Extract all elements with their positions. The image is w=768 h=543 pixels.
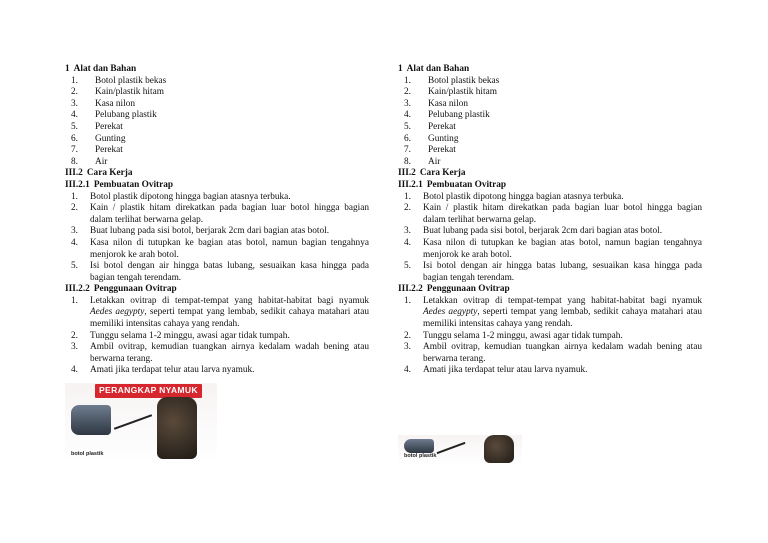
- section-heading-cara-kerja: III.2 Cara Kerja: [398, 168, 466, 179]
- list-item: 4. Pelubang plastik: [71, 110, 157, 121]
- section-heading-penggunaan: III.2.2 Penggunaan Ovitrap: [398, 284, 510, 295]
- list-item: 1. Botol plastik bekas: [404, 75, 500, 86]
- dark-bottle-illustration: [157, 397, 197, 459]
- section-heading-pembuatan: III.2.1 Pembuatan Ovitrap: [65, 179, 174, 190]
- list-item: 4. Kasa nilon di tutupkan ke bagian atas botol, namun bagian tengahnya menjorok ke arah botol.: [71, 237, 369, 260]
- list-item: 4. Pelubang plastik: [404, 110, 490, 121]
- list-item: 2. Kain/plastik hitam: [71, 87, 164, 98]
- section-heading-alat-bahan: [65, 64, 369, 76]
- section-heading-cara-kerja: III.2 Cara Kerja: [65, 168, 133, 179]
- ovitrap-image: [65, 383, 217, 463]
- section-title: Alat dan Bahan: [73, 64, 137, 74]
- penggunaan-list: [65, 296, 369, 377]
- list-item: 2. Kain / plastik hitam direkatkan pada bagian luar botol hingga bagian dalam terlihat berwarna gelap.: [71, 203, 369, 225]
- list-item: 2. Kain / plastik hitam direkatkan pada bagian luar botol hingga bagian dalam terlihat berwarna gelap.: [404, 203, 702, 225]
- image-caption: botol plastik: [71, 451, 104, 458]
- section-heading-alat-bahan: 1 Alat dan Bahan: [398, 64, 470, 74]
- list-item: 3. Ambil ovitrap, kemudian tuangkan airnya kedalam wadah bening atau berwarna terang.: [71, 342, 369, 364]
- list-item: 4. Kasa nilon di tutupkan ke bagian atas botol, namun bagian tengahnya menjorok ke arah botol.: [404, 237, 702, 260]
- ovitrap-image-cropped: [398, 435, 522, 465]
- alat-list: [65, 76, 369, 169]
- list-item: 3. Kasa nilon: [404, 98, 469, 109]
- image-caption: botol plastik: [404, 453, 437, 460]
- section-heading-pembuatan: III.2.1 Pembuatan Ovitrap: [398, 179, 507, 190]
- list-item: 5. Isi botol dengan air hingga batas lubang, sesuaikan kasa hingga pada bagian tengah terendam.: [71, 261, 369, 283]
- pembuatan-list: [398, 192, 702, 285]
- left-column: [65, 64, 369, 463]
- list-item: 6. Gunting: [404, 133, 459, 144]
- list-item: 4. Amati jika terdapat telur atau larva nyamuk.: [404, 365, 588, 376]
- list-item: 5. Isi botol dengan air hingga batas lubang, sesuaikan kasa hingga pada bagian tengah terendam.: [404, 261, 702, 283]
- list-item: 3. Ambil ovitrap, kemudian tuangkan airnya kedalam wadah bening atau berwarna terang.: [404, 342, 702, 364]
- list-item: 3. Buat lubang pada sisi botol, berjarak 2cm dari bagian atas botol.: [71, 226, 330, 237]
- list-item: 1. Botol plastik bekas: [71, 75, 167, 86]
- list-item: 6. Gunting: [71, 133, 126, 144]
- pembuatan-list: [65, 192, 369, 285]
- list-item: 8. Air: [404, 156, 441, 167]
- list-item: 1. Letakkan ovitrap di tempat-tempat yang habitat-habitat bagi nyamuk Aedes aegypty, seperti tempat yang lembab, sedikit cahaya matahari atau memiliki intensitas cahaya yang rendah.: [71, 295, 369, 330]
- image-banner: PERANGKAP NYAMUK: [95, 384, 202, 398]
- list-item: 2. Tunggu selama 1-2 minggu, awasi agar tidak tumpah.: [404, 330, 623, 341]
- list-item: 7. Perekat: [71, 145, 123, 156]
- bottle-illustration: [71, 405, 111, 435]
- list-item: 2. Kain/plastik hitam: [404, 87, 497, 98]
- list-item: 3. Buat lubang pada sisi botol, berjarak 2cm dari bagian atas botol.: [404, 226, 663, 237]
- list-item: 1. Botol plastik dipotong hingga bagian atasnya terbuka.: [71, 191, 291, 202]
- list-item: 4. Amati jika terdapat telur atau larva nyamuk.: [71, 365, 255, 376]
- section-number: 1: [65, 64, 70, 74]
- mosquito-illustration: [437, 442, 466, 454]
- alat-list: [398, 76, 702, 169]
- penggunaan-list: [398, 296, 702, 377]
- list-item: 8. Air: [71, 156, 108, 167]
- list-item: 2. Tunggu selama 1-2 minggu, awasi agar tidak tumpah.: [71, 330, 290, 341]
- mosquito-illustration: [114, 414, 152, 430]
- list-item: 1. Letakkan ovitrap di tempat-tempat yang habitat-habitat bagi nyamuk Aedes aegypty, seperti tempat yang lembab, sedikit cahaya matahari atau memiliki intensitas cahaya yang rendah.: [404, 295, 702, 330]
- list-item: 5. Perekat: [71, 121, 123, 132]
- section-heading-penggunaan: III.2.2 Penggunaan Ovitrap: [65, 284, 177, 295]
- list-item: 7. Perekat: [404, 145, 456, 156]
- list-item: 3. Kasa nilon: [71, 98, 136, 109]
- dark-bottle-illustration: [484, 435, 514, 463]
- list-item: 1. Botol plastik dipotong hingga bagian atasnya terbuka.: [404, 191, 624, 202]
- right-column: [398, 64, 702, 465]
- list-item: 5. Perekat: [404, 121, 456, 132]
